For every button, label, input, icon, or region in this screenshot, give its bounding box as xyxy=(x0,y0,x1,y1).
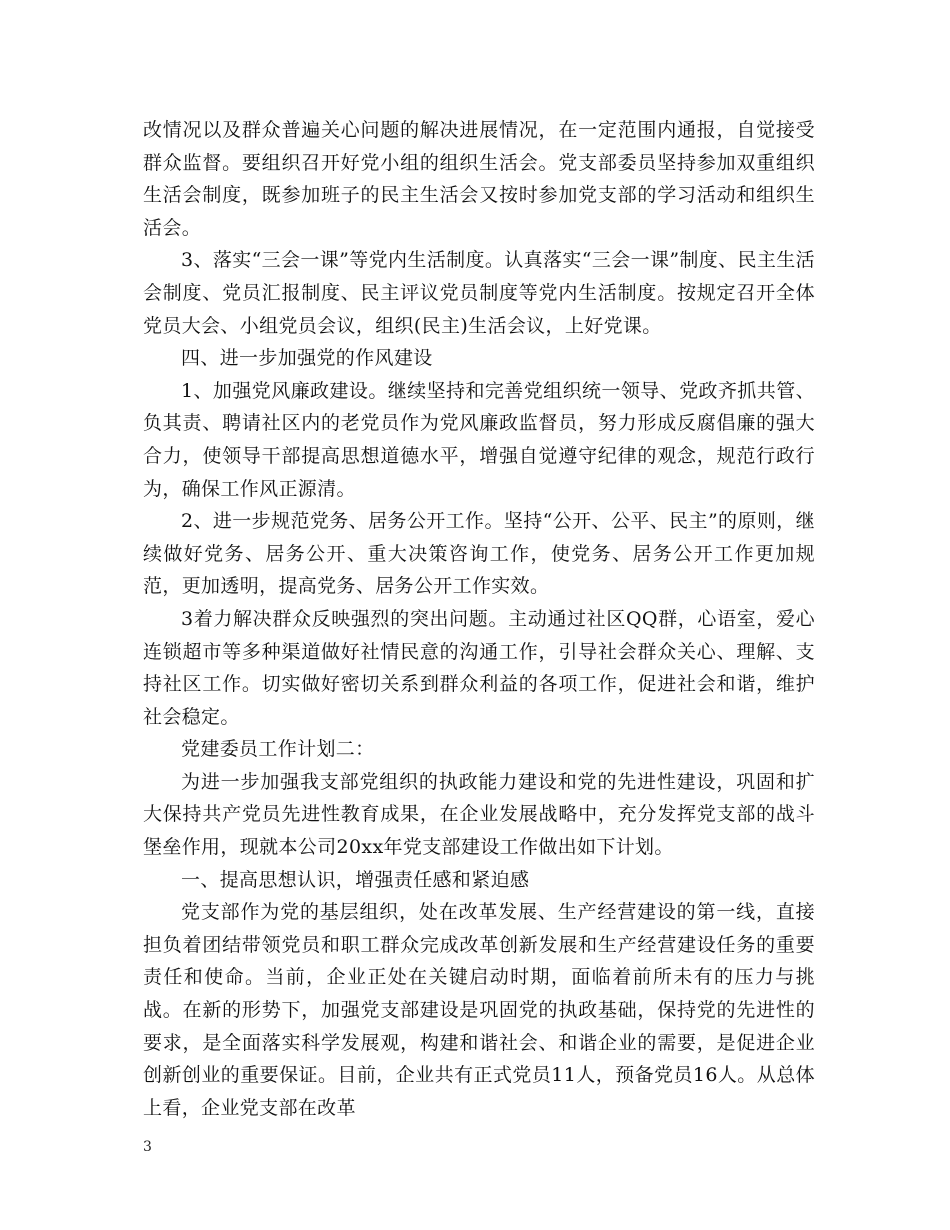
paragraph-1: 改情况以及群众普遍关心问题的解决进展情况，在一定范围内通报，自觉接受群众监督。要组织召开好党小组的组织生活会。党支部委员坚持参加双重组织生活会制度，既参加班子的民主生活会又按时参加党支部的学习活动和组织生活会。 xyxy=(143,119,815,239)
paragraph-7: 党支部作为党的基层组织，处在改革发展、生产经营建设的第一线，直接担负着团结带领党员和职工群众完成改革创新发展和生产经营建设任务的重要责任和使命。当前，企业正处在关键启动时期，面临着前所未有的压力与挑战。在新的形势下，加强党支部建设是巩固党的执政基础，保持党的先进性的要求，是全面落实科学发展观，构建和谐社会、和谐企业的需要，是促进企业创新创业的重要保证。目前，企业共有正式党员11人，预备党员16人。从总体上看，企业党支部在改革 xyxy=(143,901,815,1119)
document-body xyxy=(143,114,815,1124)
paragraph-6: 为进一步加强我支部党组织的执政能力建设和党的先进性建设，巩固和扩大保持共产党员先进性教育成果，在企业发展战略中，充分发挥党支部的战斗堡垒作用，现就本公司20xx年党支部建设工作做出如下计划。 xyxy=(143,770,815,859)
paragraph-4: 2、进一步规范党务、居务公开工作。坚持“公开、公平、民主”的原则，继续做好党务、居务公开、重大决策咨询工作，使党务、居务公开工作更加规范，更加透明，提高党务、居务公开工作实效。 xyxy=(143,510,815,598)
paragraph-2: 3、落实“三会一课”等党内生活制度。认真落实“三会一课”制度、民主生活会制度、党员汇报制度、民主评议党员制度等党内生活制度。按规定召开全体党员大会、小组党员会议，组织(民主)生活会议，上好党课。 xyxy=(143,249,815,337)
plan-two-title: 党建委员工作计划二： xyxy=(181,738,375,761)
section-heading-4: 四、进一步加强党的作风建设 xyxy=(181,347,433,370)
section-heading-1: 一、提高思想认识，增强责任感和紧迫感 xyxy=(181,868,530,891)
page-number: 3 xyxy=(143,1139,152,1155)
paragraph-3: 1、加强党风廉政建设。继续坚持和完善党组织统一领导、党政齐抓共管、负其责、聘请社区内的老党员作为党风廉政监督员，努力形成反腐倡廉的强大合力，使领导干部提高思想道德水平，增强自觉遵守纪律的观念，规范行政行为，确保工作风正源清。 xyxy=(143,379,815,500)
paragraph-5: 3着力解决群众反映强烈的突出问题。主动通过社区QQ群，心语室，爱心连锁超市等多种渠道做好社情民意的沟通工作，引导社会群众关心、理解、支持社区工作。切实做好密切关系到群众利益的各项工作，促进社会和谐，维护社会稳定。 xyxy=(143,607,815,728)
